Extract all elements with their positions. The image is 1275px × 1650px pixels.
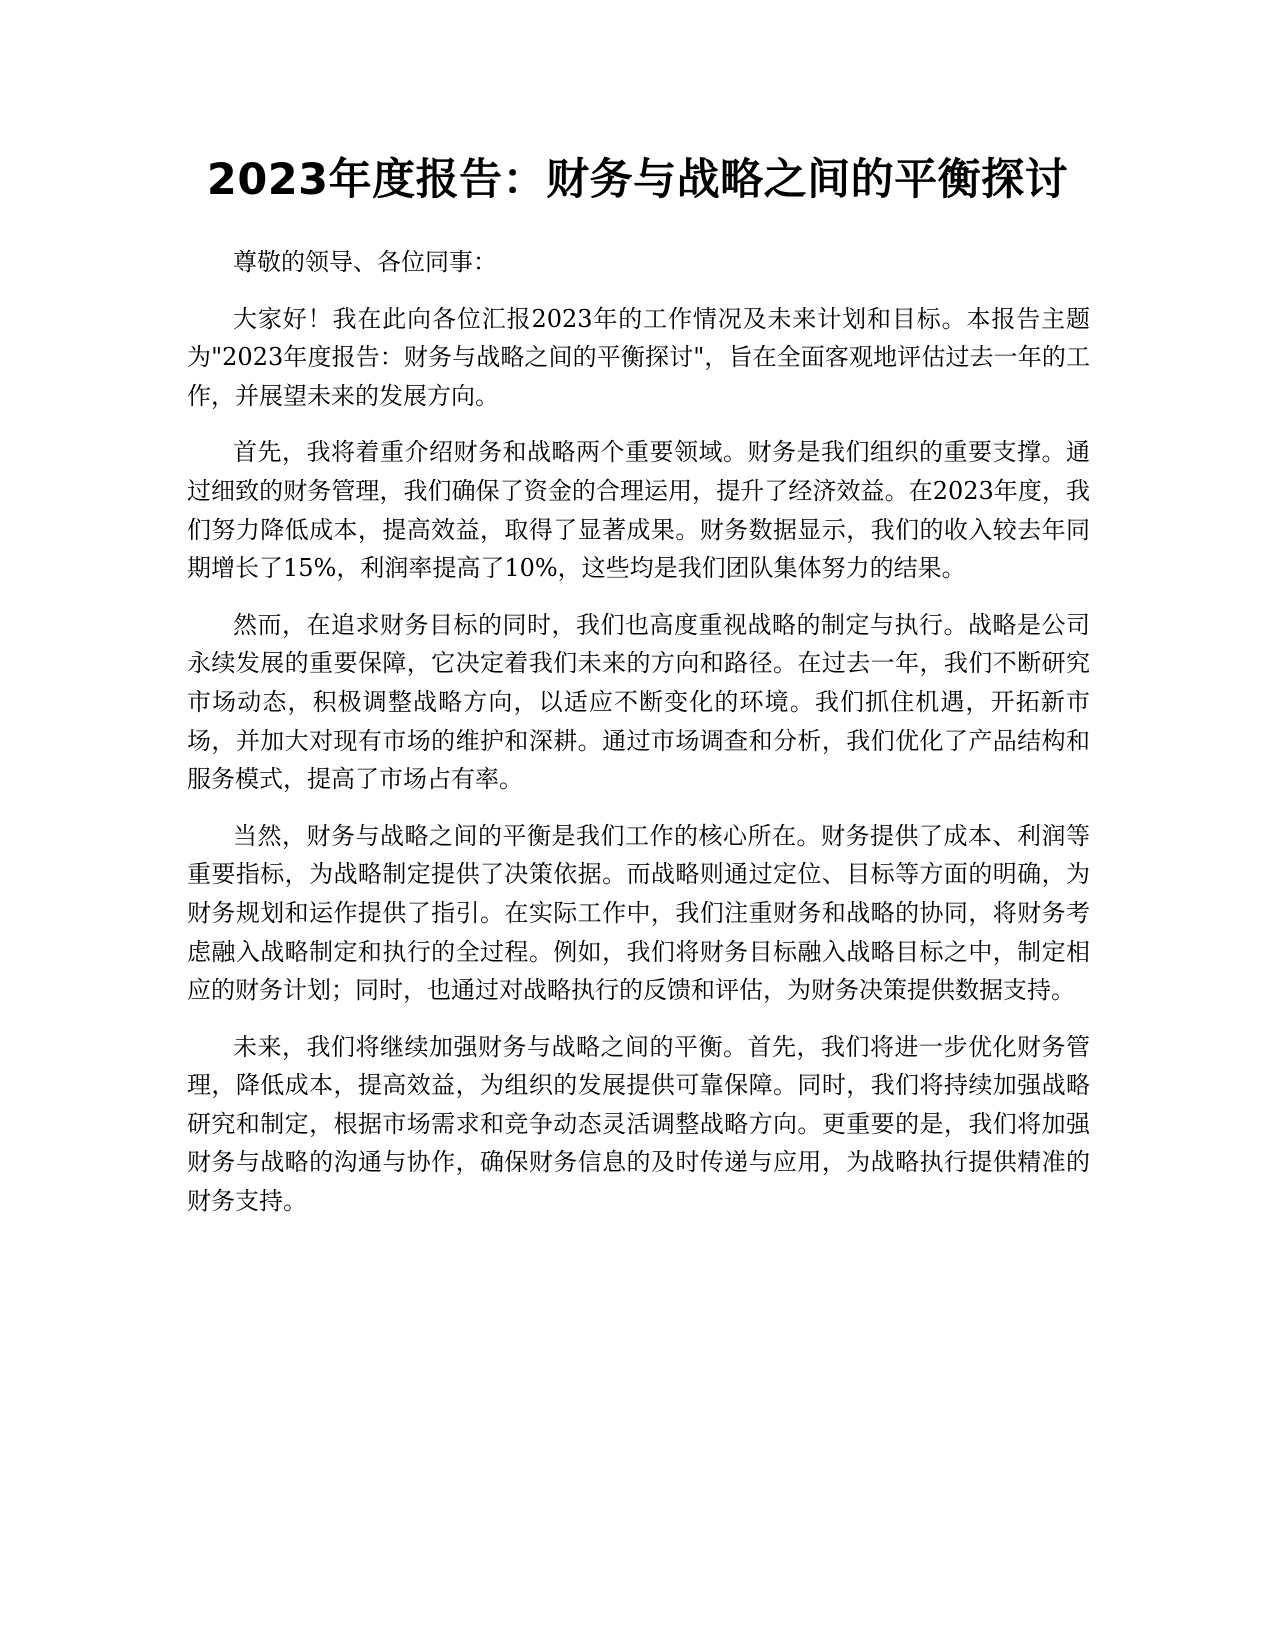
document-body (187, 243, 1090, 1239)
finance-paragraph: 首先，我将着重介绍财务和战略两个重要领域。财务是我们组织的重要支撑。通过细致的财务管理，我们确保了资金的合理运用，提升了经济效益。在2023年度，我们努力降低成本，提高效益，取得了显著成果。财务数据显示，我们的收入较去年同期增长了15%，利润率提高了10%，这些均是我们团队集体努力的结果。 (187, 438, 1090, 583)
intro-paragraph: 大家好！我在此向各位汇报2023年的工作情况及未来计划和目标。本报告主题为"2023年度报告：财务与战略之间的平衡探讨"，旨在全面客观地评估过去一年的工作，并展望未来的发展方向。 (187, 304, 1090, 410)
strategy-paragraph: 然而，在追求财务目标的同时，我们也高度重视战略的制定与执行。战略是公司永续发展的重要保障，它决定着我们未来的方向和路径。在过去一年，我们不断研究市场动态，积极调整战略方向，以适应不断变化的环境。我们抓住机遇，开拓新市场，并加大对现有市场的维护和深耕。通过市场调查和分析，我们优化了产品结构和服务模式，提高了市场占有率。 (187, 610, 1090, 794)
balance-paragraph: 当然，财务与战略之间的平衡是我们工作的核心所在。财务提供了成本、利润等重要指标，为战略制定提供了决策依据。而战略则通过定位、目标等方面的明确，为财务规划和运作提供了指引。在实际工作中，我们注重财务和战略的协同，将财务考虑融入战略制定和执行的全过程。例如，我们将财务目标融入战略目标之中，制定相应的财务计划；同时，也通过对战略执行的反馈和评估，为财务决策提供数据支持。 (187, 821, 1090, 1005)
document-title: 2023年度报告：财务与战略之间的平衡探讨 (206, 155, 1069, 205)
future-paragraph: 未来，我们将继续加强财务与战略之间的平衡。首先，我们将进一步优化财务管理，降低成本，提高效益，为组织的发展提供可靠保障。同时，我们将持续加强战略研究和制定，根据市场需求和竞争动态灵活调整战略方向。更重要的是，我们将加强财务与战略的沟通与协作，确保财务信息的及时传递与应用，为战略执行提供精准的财务支持。 (187, 1032, 1090, 1216)
salutation-paragraph: 尊敬的领导、各位同事： (233, 248, 497, 276)
